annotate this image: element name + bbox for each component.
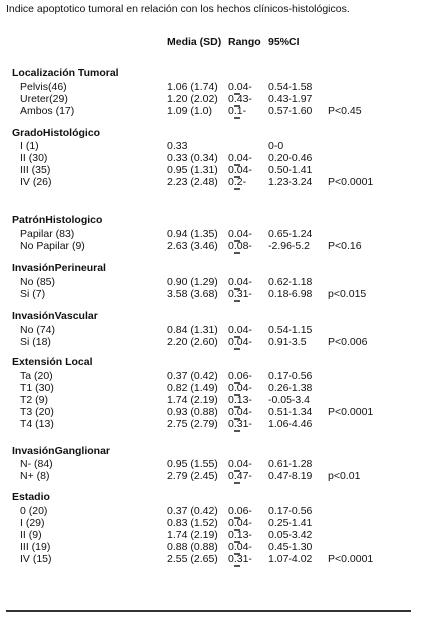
cell-media: 0.95 (1.55) [167,458,218,470]
cell-label: Si (18) [20,336,51,348]
clipped-text-fragment [234,348,240,350]
cell-label: Ta (20) [20,370,53,382]
cell-p: P<0.0001 [328,406,374,418]
cell-media: 2.23 (2.48) [167,176,218,188]
cell-ci: 0.43-1.97 [268,93,313,105]
cell-media: 0.90 (1.29) [167,276,218,288]
clipped-text-fragment [234,430,240,432]
header-media-sd: Media (SD) [167,36,222,48]
cell-rango: 0.06- [228,370,252,382]
cell-rango: 0.04- [228,81,252,93]
cell-p: P<0.0001 [328,553,374,565]
cell-p: P<0.0001 [328,176,374,188]
cell-ci: 0.61-1.28 [268,458,313,470]
cell-ci: 0.54-1.15 [268,324,313,336]
cell-media: 0.95 (1.31) [167,164,218,176]
cell-rango: 0.08- [228,240,252,252]
cell-ci: 0.57-1.60 [268,105,313,117]
cell-media: 0.93 (0.88) [167,406,218,418]
cell-media: 1.74 (2.19) [167,529,218,541]
cell-rango: 0.2- [228,176,247,188]
cell-ci: -2.96-5.2 [268,240,311,252]
cell-rango: 0.04- [228,152,252,164]
section-title: InvasiónPerineural [12,262,106,274]
cell-media: 1.20 (2.02) [167,93,218,105]
bottom-rule [6,610,411,612]
cell-label: No (85) [20,276,56,288]
clipped-text-fragment [234,252,240,254]
cell-ci: 0.18-6.98 [268,288,313,300]
cell-rango: 0.31- [228,418,252,430]
cell-ci: 1.06-4.46 [268,418,313,430]
table-title: Indice apoptotico tumoral en relación con los hechos clínicos-histológicos. [6,3,350,15]
cell-rango: 0.06- [228,505,252,517]
cell-media: 0.33 (0.34) [167,152,218,164]
section-title: InvasiónVascular [12,310,98,322]
cell-p: P<0.45 [328,105,362,117]
cell-ci: 0-0 [268,140,284,152]
clipped-text-fragment [234,482,240,484]
cell-rango: 0.13- [228,394,252,406]
cell-rango: 0.04- [228,228,252,240]
cell-media: 0.33 [167,140,188,152]
clipped-text-fragment [234,188,240,190]
cell-rango: 0.04- [228,324,252,336]
cell-ci: 1.07-4.02 [268,553,313,565]
cell-rango: 0.04- [228,164,252,176]
cell-label: N- (84) [20,458,53,470]
cell-rango: 0.04- [228,382,252,394]
cell-ci: 0.05-3.42 [268,529,313,541]
cell-label: I (29) [20,517,45,529]
cell-label: No Papilar (9) [20,240,85,252]
cell-label: III (19) [20,541,51,553]
cell-rango: 0.1- [228,105,247,117]
cell-ci: 0.45-1.30 [268,541,313,553]
cell-rango: 0.04- [228,406,252,418]
cell-label: IV (15) [20,553,52,565]
cell-label: II (9) [20,529,42,541]
section-title: Estadio [12,491,50,503]
cell-media: 0.37 (0.42) [167,370,218,382]
section-title: Extensión Local [12,356,93,368]
cell-media: 2.63 (3.46) [167,240,218,252]
header-ci: 95%CI [268,36,300,48]
cell-rango: 0.04- [228,276,252,288]
cell-p: P<0.16 [328,240,362,252]
section-title: InvasiónGanglionar [12,445,111,457]
cell-ci: 0.51-1.34 [268,406,313,418]
cell-label: T4 (13) [20,418,54,430]
cell-media: 0.88 (0.88) [167,541,218,553]
cell-rango: 0.04- [228,541,252,553]
clipped-text-fragment [234,117,240,119]
cell-label: T3 (20) [20,406,54,418]
cell-media: 1.06 (1.74) [167,81,218,93]
cell-label: Si (7) [20,288,46,300]
cell-label: Ambos (17) [20,105,75,117]
clipped-text-fragment [234,565,240,567]
cell-media: 1.09 (1.0) [167,105,212,117]
cell-rango: 0.47- [228,470,252,482]
cell-media: 2.55 (2.65) [167,553,218,565]
cell-ci: 0.20-0.46 [268,152,313,164]
cell-ci: 1.23-3.24 [268,176,313,188]
cell-ci: -0.05-3.4 [268,394,311,406]
cell-rango: 0.13- [228,529,252,541]
cell-rango: 0.04- [228,458,252,470]
cell-rango: 0.04- [228,336,252,348]
cell-media: 2.75 (2.79) [167,418,218,430]
cell-ci: 0.17-0.56 [268,370,313,382]
clipped-text-fragment [234,300,240,302]
cell-ci: 0.47-8.19 [268,470,313,482]
cell-ci: 0.62-1.18 [268,276,313,288]
cell-media: 0.83 (1.52) [167,517,218,529]
cell-p: p<0.015 [328,288,367,300]
cell-ci: 0.65-1.24 [268,228,313,240]
cell-rango: 0.31- [228,288,252,300]
cell-ci: 0.26-1.38 [268,382,313,394]
cell-ci: 0.25-1.41 [268,517,313,529]
cell-rango: 0.31- [228,553,252,565]
cell-media: 1.74 (2.19) [167,394,218,406]
cell-label: No (74) [20,324,56,336]
cell-ci: 0.50-1.41 [268,164,313,176]
cell-p: P<0.006 [328,336,368,348]
cell-label: Pelvis(46) [20,81,67,93]
cell-ci: 0.54-1.58 [268,81,313,93]
cell-label: Papilar (83) [20,228,75,240]
cell-ci: 0.17-0.56 [268,505,313,517]
section-title: Localización Tumoral [12,67,119,79]
cell-label: N+ (8) [20,470,50,482]
section-title: GradoHistológico [12,127,101,139]
cell-label: III (35) [20,164,51,176]
cell-label: T1 (30) [20,382,54,394]
cell-media: 0.84 (1.31) [167,324,218,336]
cell-label: II (30) [20,152,48,164]
cell-label: Ureter(29) [20,93,68,105]
cell-label: T2 (9) [20,394,49,406]
cell-media: 3.58 (3.68) [167,288,218,300]
cell-media: 0.94 (1.35) [167,228,218,240]
section-title: PatrónHistologico [12,214,103,226]
cell-media: 2.79 (2.45) [167,470,218,482]
cell-ci: 0.91-3.5 [268,336,307,348]
cell-media: 0.37 (0.42) [167,505,218,517]
cell-label: I (1) [20,140,39,152]
cell-rango: 0.04- [228,517,252,529]
cell-media: 0.82 (1.49) [167,382,218,394]
cell-label: IV (26) [20,176,52,188]
cell-label: 0 (20) [20,505,48,517]
cell-rango: 0.43- [228,93,252,105]
cell-p: p<0.01 [328,470,361,482]
cell-media: 2.20 (2.60) [167,336,218,348]
header-rango: Rango [228,36,261,48]
